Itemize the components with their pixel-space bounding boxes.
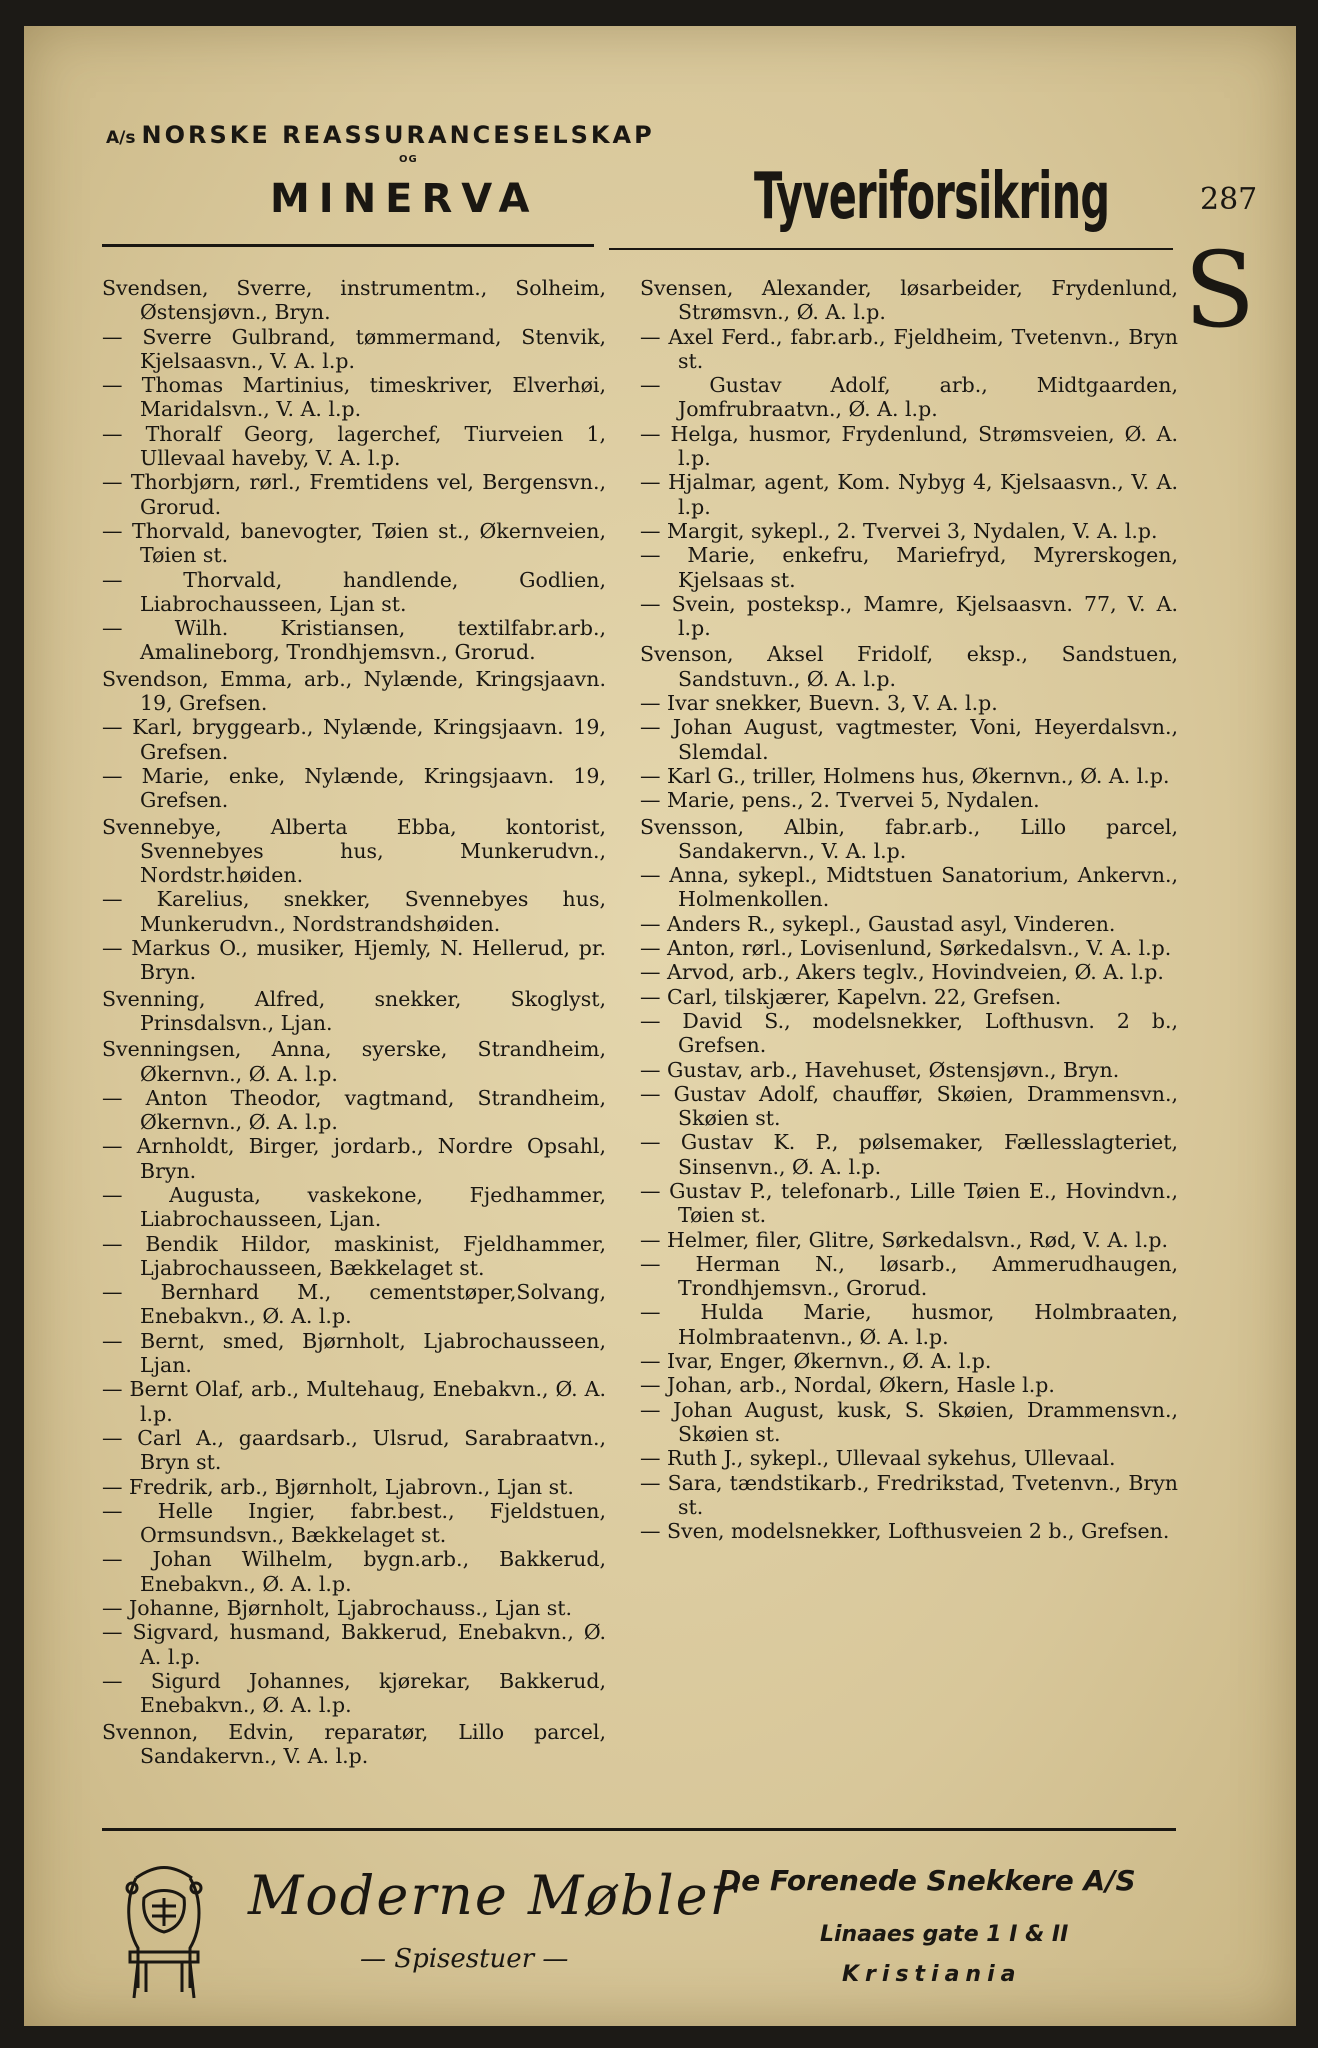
directory-entry: — Thorvald, banevogter, Tøien st., Økernveien, Tøien st. <box>102 518 606 568</box>
header-divider-right <box>609 248 1173 250</box>
directory-entry: — David S., modelsnekker, Lofthusvn. 2 b., Grefsen. <box>640 1008 1178 1058</box>
page-number: 287 <box>1200 182 1258 217</box>
advert-maker: De Forenede Snekkere A/S <box>718 1864 1136 1897</box>
directory-entry: — Thomas Martinius, timeskriver, Elverhøi, Maridalsvn., V. A. l.p. <box>102 373 606 422</box>
directory-entry: — Gustav, arb., Havehuset, Østensjøvn., Bryn. <box>640 1057 1120 1082</box>
directory-entry: — Gustav Adolf, arb., Midtgaarden, Jomfrubraatvn., Ø. A. l.p. <box>640 373 1178 422</box>
directory-entry: — Ivar, Enger, Økernvn., Ø. A. l.p. <box>640 1349 992 1374</box>
directory-entry: — Carl, tilskjærer, Kapelvn. 22, Grefsen. <box>640 984 1062 1009</box>
section-letter: S <box>1184 229 1256 351</box>
directory-entry: — Thorbjørn, rørl., Fremtidens vel, Bergensvn., Grorud. <box>102 470 606 519</box>
directory-entry: — Gustav P., telefonarb., Lille Tøien E., Hovindvn., Tøien st. <box>640 1178 1178 1228</box>
directory-entry: — Ruth J., sykepl., Ullevaal sykehus, Ullevaal. <box>640 1446 1116 1471</box>
directory-entry: — Sigvard, husmand, Bakkerud, Enebakvn., Ø. A. l.p. <box>102 1620 606 1669</box>
directory-entry: — Karl, bryggearb., Nylænde, Kringsjaavn. 19, Grefsen. <box>102 715 606 764</box>
right-column <box>640 274 1178 1543</box>
directory-entry: — Augusta, vaskekone, Fjedhammer, Liabrochausseen, Ljan. <box>102 1182 606 1232</box>
footer-divider <box>102 1828 1176 1831</box>
directory-entry: — Marie, enke, Nylænde, Kringsjaavn. 19, Grefsen. <box>102 763 606 813</box>
directory-entry: — Gustav K. P., pølsemaker, Fællesslagteriet, Sinsenvn., Ø. A. l.p. <box>640 1130 1178 1179</box>
directory-entry: — Anton Theodor, vagtmand, Strandheim, Økernvn., Ø. A. l.p. <box>102 1085 606 1135</box>
directory-entry: — Bernt Olaf, arb., Multehaug, Enebakvn., Ø. A. l.p. <box>102 1377 606 1426</box>
advert-address: Linaaes gate 1 I & II <box>820 1922 1069 1947</box>
directory-entry: — Marie, enkefru, Mariefryd, Myrerskogen, Kjelsaas st. <box>640 543 1178 592</box>
directory-entry: — Sverre Gulbrand, tømmermand, Stenvik, Kjelsaasvn., V. A. l.p. <box>102 324 606 373</box>
directory-entry: Svendsen, Sverre, instrumentm., Solheim, Østensjøvn., Bryn. <box>102 276 606 325</box>
directory-entry: — Markus O., musiker, Hjemly, N. Hellerud, pr. Bryn. <box>102 936 606 985</box>
directory-entry: — Hjalmar, agent, Kom. Nybyg 4, Kjelsaasvn., V. A. l.p. <box>640 470 1178 519</box>
directory-entry: Svenningsen, Anna, syerske, Strandheim, Økernvn., Ø. A. l.p. <box>102 1037 606 1086</box>
directory-page <box>24 26 1296 2026</box>
directory-entry: — Anna, sykepl., Midtstuen Sanatorium, Ankervn., Holmenkollen. <box>640 863 1178 912</box>
directory-entry: — Karl G., triller, Holmens hus, Økernvn., Ø. A. l.p. <box>640 763 1170 788</box>
directory-entry: — Johan, arb., Nordal, Økern, Hasle l.p. <box>640 1373 1055 1398</box>
directory-entry: — Axel Ferd., fabr.arb., Fjeldheim, Tvetenvn., Bryn st. <box>640 324 1178 373</box>
directory-entry: — Sven, modelsnekker, Lofthusveien 2 b., Grefsen. <box>640 1519 1170 1544</box>
furniture-logo-icon <box>116 1858 212 2006</box>
directory-entry: — Herman N., løsarb., Ammerudhaugen, Trondhjemsvn., Grorud. <box>640 1251 1178 1301</box>
directory-entry: Svensson, Albin, fabr.arb., Lillo parcel, Sandakervn., V. A. l.p. <box>640 814 1178 863</box>
directory-entry: — Johan August, vagtmester, Voni, Heyerdalsvn., Slemdal. <box>640 715 1178 764</box>
directory-entry: — Fredrik, arb., Bjørnholt, Ljabrovn., Ljan st. <box>102 1474 574 1499</box>
directory-entry: — Ivar snekker, Buevn. 3, V. A. l.p. <box>640 691 998 716</box>
directory-entry: — Bernt, smed, Bjørnholt, Ljabrochausseen, Ljan. <box>102 1328 606 1378</box>
directory-entry: — Sara, tændstikarb., Fredrikstad, Tvetenvn., Bryn st. <box>640 1470 1178 1519</box>
directory-entry: — Margit, sykepl., 2. Tvervei 3, Nydalen, V. A. l.p. <box>640 518 1158 543</box>
header-divider-left <box>102 244 594 247</box>
directory-entry: — Johanne, Bjørnholt, Ljabrochauss., Ljan st. <box>102 1596 573 1621</box>
directory-entry: — Marie, pens., 2. Tvervei 5, Nydalen. <box>640 788 1040 813</box>
directory-entry: — Anton, rørl., Lovisenlund, Sørkedalsvn., V. A. l.p. <box>640 936 1172 961</box>
directory-entry: Svennon, Edvin, reparatør, Lillo parcel, Sandakervn., V. A. l.p. <box>102 1719 606 1768</box>
directory-entry: Svensen, Alexander, løsarbeider, Frydenlund, Strømsvn., Ø. A. l.p. <box>640 276 1178 325</box>
directory-entry: — Arvod, arb., Akers teglv., Hovindveien, Ø. A. l.p. <box>640 960 1164 985</box>
directory-entry: Svendson, Emma, arb., Nylænde, Kringsjaavn. 19, Grefsen. <box>102 666 606 716</box>
company-conjunction: OG <box>399 154 418 165</box>
directory-entry: Svennebye, Alberta Ebba, kontorist, Svennebyes hus, Munkerudvn., Nordstr.høiden. <box>102 814 606 888</box>
company-name-2: MINERVA <box>270 176 539 222</box>
directory-entry: — Anders R., sykepl., Gaustad asyl, Vinderen. <box>640 911 1116 936</box>
directory-entry: — Arnholdt, Birger, jordarb., Nordre Opsahl, Bryn. <box>102 1134 606 1183</box>
company-prefix: A/s <box>106 128 136 148</box>
directory-entry: — Carl A., gaardsarb., Ulsrud, Sarabraatvn., Bryn st. <box>102 1425 606 1475</box>
directory-entry: — Hulda Marie, husmor, Holmbraaten, Holmbraatenvn., Ø. A. l.p. <box>640 1300 1178 1349</box>
directory-entry: — Thorvald, handlende, Godlien, Liabrochausseen, Ljan st. <box>102 567 606 616</box>
directory-entry: — Wilh. Kristiansen, textilfabr.arb., Amalineborg, Trondhjemsvn., Grorud. <box>102 616 606 665</box>
directory-entry: Svenning, Alfred, snekker, Skoglyst, Prinsdalsvn., Ljan. <box>102 986 606 1035</box>
directory-entry: — Johan August, kusk, S. Skøien, Drammensvn., Skøien st. <box>640 1397 1178 1446</box>
page-header <box>24 26 1296 256</box>
directory-entry: — Svein, posteksp., Mamre, Kjelsaasvn. 77, V. A. l.p. <box>640 591 1178 641</box>
directory-entry: — Thoralf Georg, lagerchef, Tiurveien 1, Ullevaal haveby, V. A. l.p. <box>102 421 606 471</box>
directory-entry: — Gustav Adolf, chauffør, Skøien, Drammensvn., Skøien st. <box>640 1081 1178 1131</box>
page-title: Tyveriforsikring <box>754 160 1110 234</box>
advert-brand: Moderne Møbler <box>248 1864 738 1927</box>
left-column <box>102 274 606 1768</box>
advert-subtitle: — Spisestuer — <box>360 1944 569 1974</box>
directory-entry: — Sigurd Johannes, kjørekar, Bakkerud, Enebakvn., Ø. A. l.p. <box>102 1668 606 1718</box>
directory-entry: — Helga, husmor, Frydenlund, Strømsveien, Ø. A. l.p. <box>640 421 1178 471</box>
directory-entry: — Bendik Hildor, maskinist, Fjeldhammer, Ljabrochausseen, Bækkelaget st. <box>102 1231 606 1280</box>
directory-entry: — Bernhard M., cementstøper,Solvang, Enebakvn., Ø. A. l.p. <box>102 1280 606 1329</box>
insurer-name <box>106 121 756 149</box>
directory-entry: — Helmer, filer, Glitre, Sørkedalsvn., Rød, V. A. l.p. <box>640 1227 1168 1252</box>
directory-entry: — Helle Ingier, fabr.best., Fjeldstuen, Ormsundsvn., Bækkelaget st. <box>102 1498 606 1548</box>
directory-entry: — Karelius, snekker, Svennebyes hus, Munkerudvn., Nordstrandshøiden. <box>102 887 606 936</box>
directory-entry: Svenson, Aksel Fridolf, eksp., Sandstuen, Sandstuvn., Ø. A. l.p. <box>640 642 1178 691</box>
directory-entry: — Johan Wilhelm, bygn.arb., Bakkerud, Enebakvn., Ø. A. l.p. <box>102 1547 606 1596</box>
company-name: NORSKE REASSURANCESELSKAP <box>141 121 655 149</box>
advert-city: Kristiania <box>842 1962 1022 1987</box>
